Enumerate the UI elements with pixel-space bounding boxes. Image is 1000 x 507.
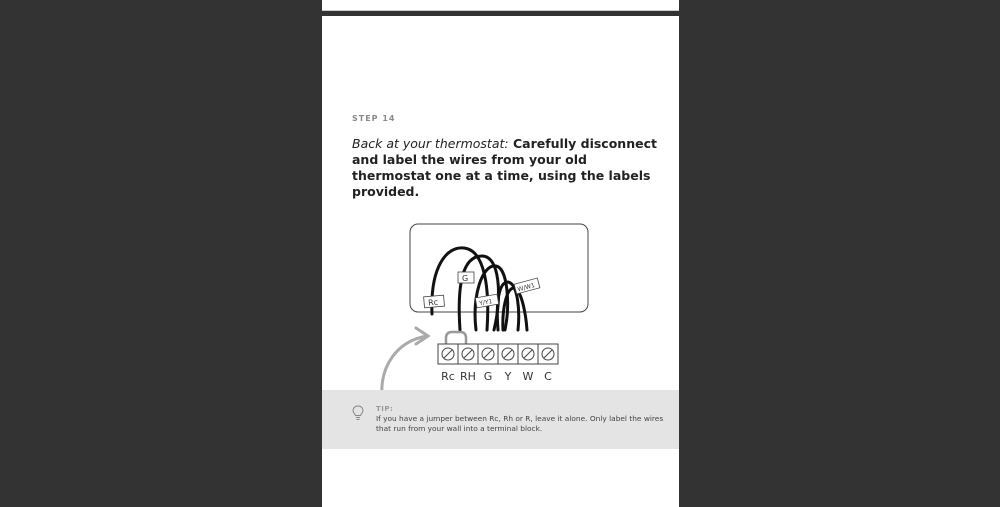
instruction-emphasis: Back at your thermostat: xyxy=(352,136,509,151)
tip-text: If you have a jumper between Rc, Rh or R, leave it alone. Only label the wires that run from your wall into a terminal block. xyxy=(376,414,664,433)
svg-text:Y: Y xyxy=(504,370,512,383)
svg-text:RH: RH xyxy=(460,370,476,383)
arrow-icon xyxy=(382,328,428,396)
instruction-body: Carefully disconnect and label the wires from your old thermostat one at a time, using the labels provided. xyxy=(352,136,657,199)
instruction-text xyxy=(352,136,662,200)
svg-text:W/W1: W/W1 xyxy=(516,282,536,294)
document-page xyxy=(322,16,679,507)
svg-text:W: W xyxy=(522,370,534,383)
svg-text:C: C xyxy=(544,370,552,383)
svg-text:G: G xyxy=(462,274,469,283)
tip-box xyxy=(322,390,679,449)
terminal-block xyxy=(438,344,558,364)
svg-text:G: G xyxy=(483,370,493,383)
wire-label-g xyxy=(458,272,474,283)
previous-page-edge xyxy=(322,0,679,11)
svg-text:Rc: Rc xyxy=(427,297,439,308)
lightbulb-icon xyxy=(352,405,364,421)
svg-text:Rc: Rc xyxy=(441,370,455,383)
step-label: STEP 14 xyxy=(352,114,396,123)
svg-text:Y/Y1: Y/Y1 xyxy=(478,298,493,308)
wiring-diagram xyxy=(372,216,632,396)
wire-label-rc xyxy=(424,295,445,308)
terminal-labels xyxy=(441,370,552,383)
tip-title: TIP: xyxy=(376,405,394,413)
